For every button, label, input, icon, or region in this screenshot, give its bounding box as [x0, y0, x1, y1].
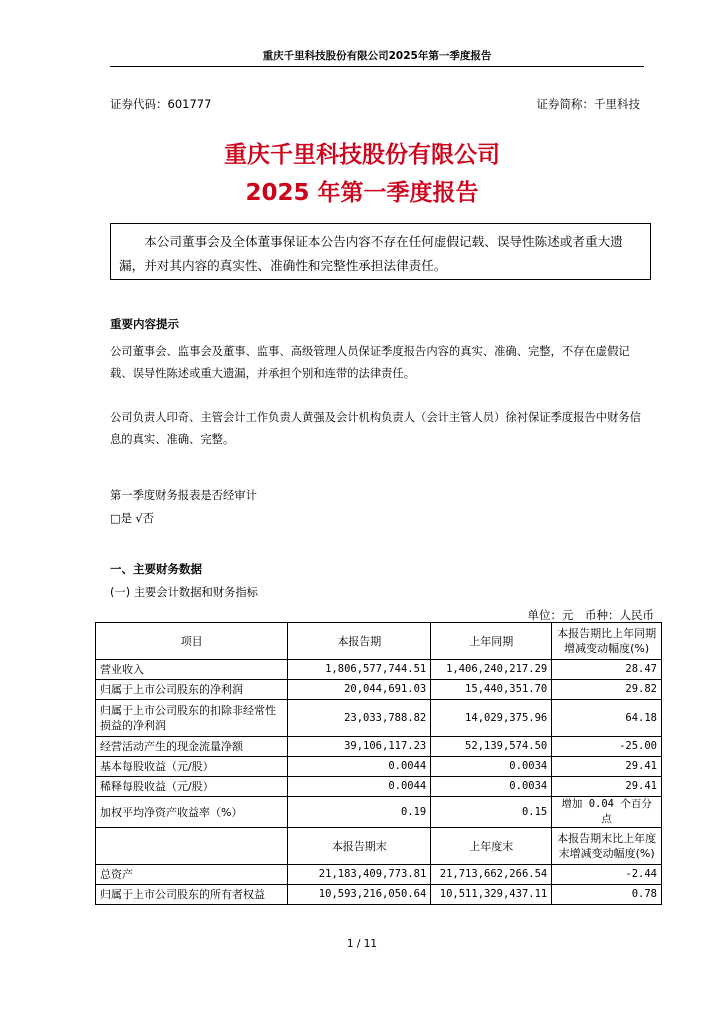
important-para-2: 公司负责人印奇、主管会计工作负责人黄强及会计机构负责人（会计主管人员）徐衬保证季度报告中财务信息的真实、准确、完整。 [110, 411, 641, 446]
table-row [96, 660, 662, 680]
stock-code: 证券代码：601777 [110, 97, 212, 111]
value-cell: 增加 0.04 个百分点 [552, 797, 662, 828]
stock-abbreviation: 证券简称：千里科技 [536, 97, 640, 111]
value-cell: 21,713,662,266.54 [431, 865, 552, 885]
item-cell: 稀释每股收益（元/股） [96, 777, 288, 797]
item-cell: 归属于上市公司股东的扣除非经常性损益的净利润 [96, 700, 288, 737]
item-cell: 归属于上市公司股东的所有者权益 [96, 885, 288, 905]
value-cell: -2.44 [552, 865, 662, 885]
important-para-1: 公司董事会、监事会及董事、监事、高级管理人员保证季度报告内容的真实、准确、完整，不存在虚假记载、误导性陈述或重大遗漏，并承担个别和连带的法律责任。 [110, 345, 630, 380]
financial-data-table [95, 622, 662, 905]
table-header-row [96, 828, 662, 865]
value-cell: 29.41 [552, 777, 662, 797]
table-row [96, 757, 662, 777]
header-cell [96, 828, 288, 865]
table-row [96, 700, 662, 737]
stock-code-row [110, 96, 640, 112]
header-cell: 本报告期末 [288, 828, 431, 865]
value-cell: 0.78 [552, 885, 662, 905]
value-cell: -25.00 [552, 737, 662, 757]
value-cell: 52,139,574.50 [431, 737, 552, 757]
item-cell: 归属于上市公司股东的净利润 [96, 680, 288, 700]
value-cell: 29.82 [552, 680, 662, 700]
item-cell: 基本每股收益（元/股） [96, 757, 288, 777]
item-cell: 经营活动产生的现金流量净额 [96, 737, 288, 757]
value-cell: 20,044,691.03 [288, 680, 431, 700]
table-row [96, 680, 662, 700]
header-cell: 本报告期比上年同期增减变动幅度(%) [552, 623, 662, 660]
value-cell: 0.19 [288, 797, 431, 828]
disclaimer-text: 本公司董事会及全体董事保证本公告内容不存在任何虚假记载、误导性陈述或者重大遗漏，并对其内容的真实性、准确性和完整性承担法律责任。 [119, 234, 623, 273]
value-cell: 28.47 [552, 660, 662, 680]
running-header: 重庆千里科技股份有限公司2025年第一季度报告 [110, 48, 644, 67]
company-title: 重庆千里科技股份有限公司 [224, 142, 500, 168]
value-cell: 10,511,329,437.11 [431, 885, 552, 905]
value-cell: 21,183,409,773.81 [288, 865, 431, 885]
report-title: 2025 年第一季度报告 [245, 180, 479, 206]
value-cell: 15,440,351.70 [431, 680, 552, 700]
table-row [96, 797, 662, 828]
table-header-row [96, 623, 662, 660]
header-cell: 本报告期 [288, 623, 431, 660]
page-number: 1 / 11 [346, 938, 378, 950]
value-cell: 0.0044 [288, 777, 431, 797]
disclaimer-box [110, 223, 651, 280]
item-cell: 营业收入 [96, 660, 288, 680]
table-row [96, 737, 662, 757]
table-row [96, 777, 662, 797]
section-heading: 一、主要财务数据 [110, 562, 202, 576]
value-cell: 39,106,117.23 [288, 737, 431, 757]
value-cell: 10,593,216,050.64 [288, 885, 431, 905]
header-cell: 上年同期 [431, 623, 552, 660]
item-cell: 总资产 [96, 865, 288, 885]
value-cell: 0.15 [431, 797, 552, 828]
important-heading: 重要内容提示 [110, 317, 179, 331]
table-row [96, 885, 662, 905]
value-cell: 0.0034 [431, 777, 552, 797]
header-cell: 项目 [96, 623, 288, 660]
value-cell: 23,033,788.82 [288, 700, 431, 737]
value-cell: 14,029,375.96 [431, 700, 552, 737]
value-cell: 1,806,577,744.51 [288, 660, 431, 680]
value-cell: 1,406,240,217.29 [431, 660, 552, 680]
table-row [96, 865, 662, 885]
value-cell: 0.0034 [431, 757, 552, 777]
audit-answer: □是 √否 [110, 512, 155, 525]
audit-question: 第一季度财务报表是否经审计 [110, 489, 257, 502]
header-cell: 上年度末 [431, 828, 552, 865]
value-cell: 29.41 [552, 757, 662, 777]
section-subheading: (一) 主要会计数据和财务指标 [110, 586, 258, 599]
unit-label: 单位：元 币种：人民币 [527, 608, 654, 622]
value-cell: 64.18 [552, 700, 662, 737]
header-cell: 本报告期末比上年度末增减变动幅度(%) [552, 828, 662, 865]
value-cell: 0.0044 [288, 757, 431, 777]
item-cell: 加权平均净资产收益率（%） [96, 797, 288, 828]
